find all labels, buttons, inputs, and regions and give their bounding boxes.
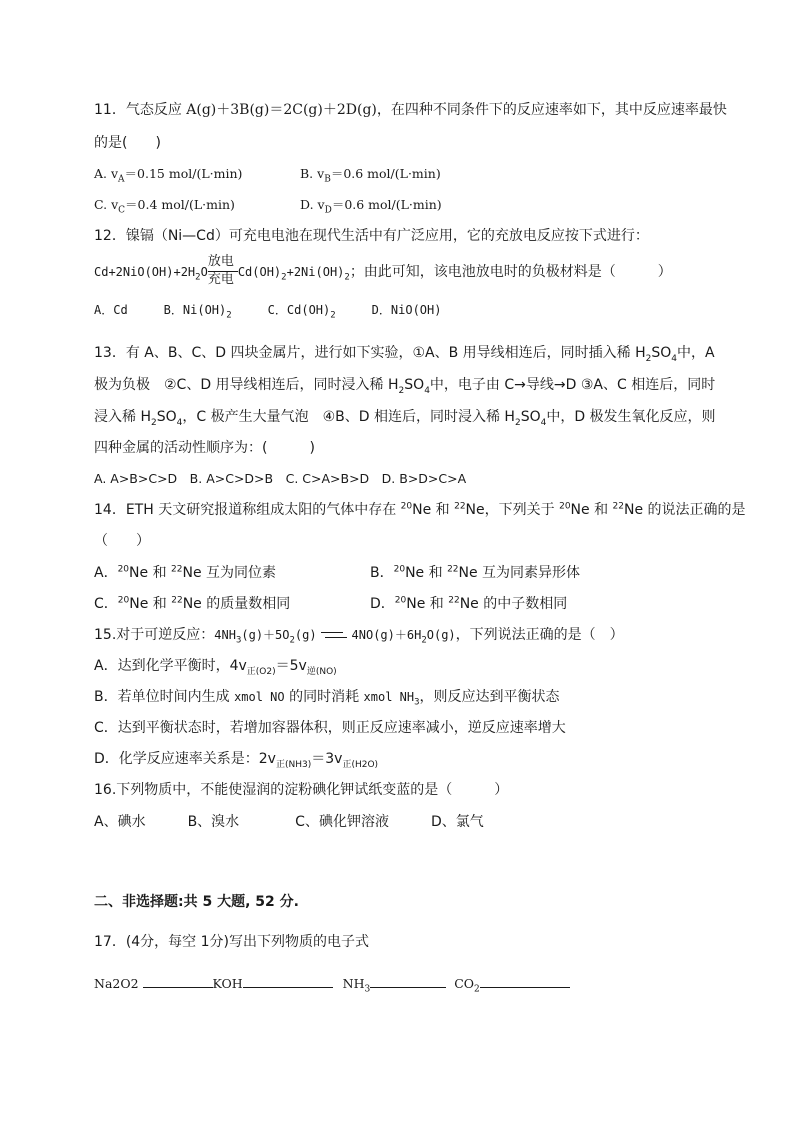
q11-option-a: A. $v_A=0.15$ mol/(L·min) (94, 166, 243, 185)
q13-line4: 四种金属的活动性顺序为：( ) (94, 440, 315, 456)
q14-option-b: B．$^{20}$Ne 和 $^{22}$Ne 互为同素异形体 (370, 564, 581, 581)
q13-line1: 13．有 A、B、C、D 四块金属片，进行如下实验，①A、B 用导线相连后，同时插入稀 $H_2SO_4$中，A (94, 345, 715, 364)
q17-blank-4[interactable] (480, 973, 570, 988)
q12-options: A．Cd B．$Ni(OH)_2$ C．$Cd(OH)_2$ D．NiO(OH) (94, 303, 442, 321)
q15-option-b: B．若单位时间内生成 xmol NO 的同时消耗 xmol $NH_3$，则反应达到平衡状态 (94, 689, 560, 708)
q13-line3: 浸入稀 $H_2SO_4$，C 极产生大量气泡 ④B、D 相连后，同时浸入稀 $H_2SO_4$中，D 极发生氧化反应，则 (94, 409, 716, 428)
q14-line1: 14．ETH 天文研究报道称组成太阳的气体中存在 $^{20}$Ne 和 $^{22}$Ne，下列关于 $^{20}$Ne 和 $^{22}$Ne 的说法正确的是 (94, 501, 746, 518)
q12-equation: $Cd+2NiO(OH)+2H_2O$ 放电 充电 $Cd(OH)_2+2Ni(OH)_2$；由此可知，该电池放电时的负极材料是（ ） (94, 254, 672, 287)
q11-option-c: C. $v_C=0.4$ mol/(L·min) (94, 197, 235, 216)
q13-line2: 极为负极 ②C、D 用导线相连后，同时浸入稀 $H_2SO_4$中，电子由 C→导线→D ③A、C 相连后，同时 (94, 377, 716, 396)
q17-item2-label: KOH (212, 976, 243, 991)
q13-options: A. A>B>C>D B. A>C>D>B C. C>A>B>D D. B>D>C>A (94, 471, 467, 486)
q12-stem-line1: 12．镍镉（Ni—Cd）可充电电池在现代生活中有广泛应用，它的充放电反应按下式进行： (94, 228, 649, 244)
q15-option-d: D．化学反应速率关系是：$2v_{正(NH3)}=3v_{正(H2O)}$ (94, 751, 379, 770)
q11-stem-line2: 的是( ) (94, 135, 161, 151)
charge-discharge-arrow: 放电 充电 (208, 262, 238, 282)
q17-blank-3[interactable] (370, 973, 446, 988)
q15-option-a: A．达到化学平衡时，$4v_{正(O2)}=5v_{逆(NO)}$ (94, 658, 337, 677)
section2-heading: 二、非选择题:共 5 大题, 52 分. (94, 894, 299, 910)
q17-blank-1[interactable] (143, 973, 213, 988)
q17-stem: 17．(4分，每空 1分)写出下列物质的电子式 (94, 934, 370, 950)
q14-option-a: A．$^{20}$Ne 和 $^{22}$Ne 互为同位素 (94, 564, 277, 581)
q17-item1-label: Na2O2 (94, 976, 139, 991)
q17-blank-2[interactable] (243, 973, 333, 988)
q16-stem: 16.下列物质中，不能使湿润的淀粉碘化钾试纸变蓝的是（ ） (94, 782, 509, 798)
reversible-arrow-icon (321, 629, 347, 641)
q11-stem-line1: 11．气态反应 A(g)＋3B(g)＝2C(g)＋2D(g)，在四种不同条件下的反应速率如下，其中反应速率最快 (94, 102, 727, 118)
q16-options: A、碘水 B、溴水 C、碘化钾溶液 D、氯气 (94, 814, 484, 830)
q17-items: Na2O2 KOH $NH_3$ $CO_2$ (94, 973, 570, 994)
q11-option-d: D. $v_D=0.6$ mol/(L·min) (300, 197, 442, 216)
q14-option-d: D．$^{20}$Ne 和 $^{22}$Ne 的中子数相同 (370, 595, 568, 612)
q15-option-c: C．达到平衡状态时，若增加容器体积，则正反应速率减小，逆反应速率增大 (94, 720, 566, 736)
q11-option-b: B. $v_B=0.6$ mol/(L·min) (300, 166, 441, 185)
q14-line2: （ ） (94, 533, 150, 549)
q14-option-c: C．$^{20}$Ne 和 $^{22}$Ne 的质量数相同 (94, 595, 291, 612)
q15-stem: 15.对于可逆反应：$4NH_3(g)+5O_2(g)$ $4NO(g)+6H_2O(g)$，下列说法正确的是（ ） (94, 627, 624, 646)
